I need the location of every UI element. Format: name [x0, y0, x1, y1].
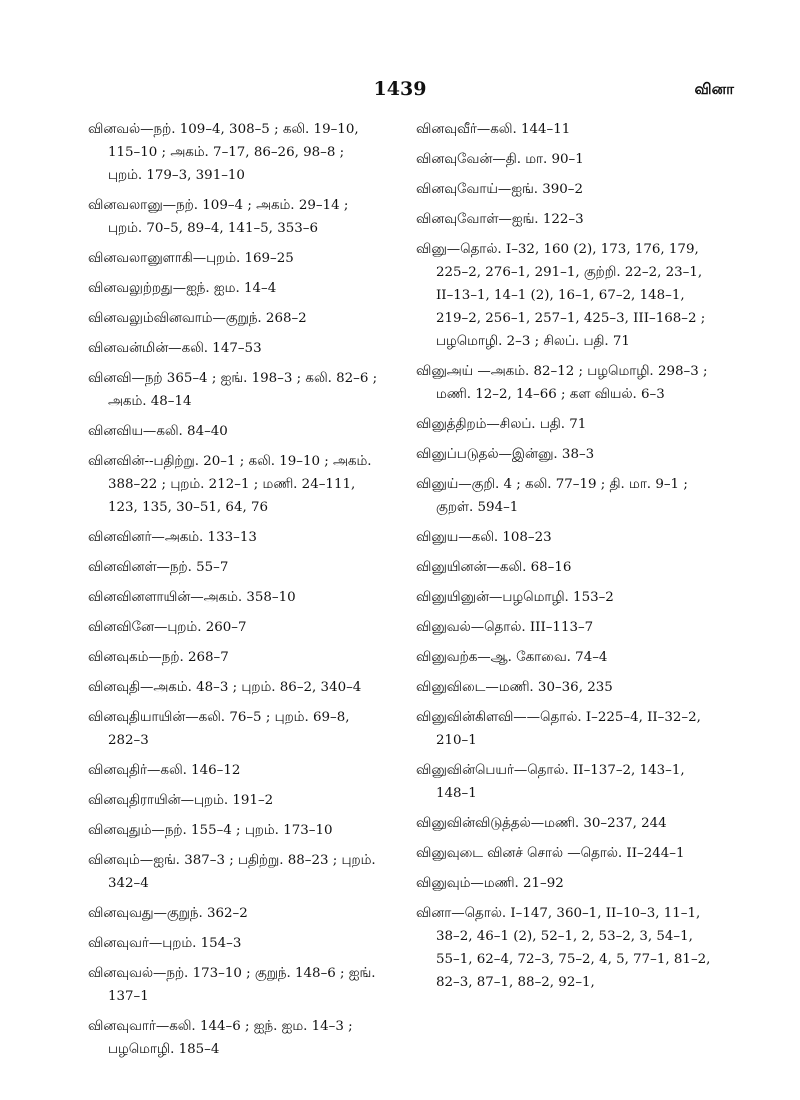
index-entry: வினுவிடை—மணி. 30–36, 235 [416, 680, 613, 695]
page-number: 1439 [373, 78, 427, 100]
index-entry: வினவல்—நற். 109–4, 308–5 ; கலி. 19–10, 115–10 ; அகம். 7–17, 86–26, 98–8 ; புறம். 179–3, 391–10 [88, 122, 359, 183]
index-entry: வினுயினன்—கலி. 68–16 [416, 560, 572, 575]
index-entry: வினவிய—கலி. 84–40 [88, 424, 228, 439]
index-entry: வினா—தொல். I–147, 360–1, II–10–3, 11–1, 38–2, 46–1 (2), 52–1, 2, 53–2, 3, 54–1, 55–1, 62–4, 72–3, 75–2, 4, 5, 77–1, 81–2, 82–3, 87–1, 88–2, 92–1, [416, 906, 711, 990]
index-entry: வினவுவது—குறுந். 362–2 [88, 906, 248, 921]
index-entry: வினுத்திறம்—சிலப். பதி. 71 [416, 417, 587, 432]
index-entry: வினவுதிர்—கலி. 146–12 [88, 763, 241, 778]
index-entry: வினவுவோள்—ஐங். 122–3 [416, 212, 584, 227]
index-entry: வினவன்மின்—கலி. 147–53 [88, 341, 262, 356]
index-entry: வினவுவேன்—தி. மா. 90–1 [416, 152, 584, 167]
index-entry: வினவி—நற் 365–4 ; ஐங். 198–3 ; கலி. 82–6 ; அகம். 48–14 [88, 371, 378, 409]
index-entry: வினுவின்விடுத்தல்—மணி. 30–237, 244 [416, 816, 667, 831]
index-entry: வினவலுற்றது—ஐந். ஐம. 14–4 [88, 281, 277, 296]
right-column [416, 118, 712, 1001]
index-entry: வினவுதிராயின்—புறம். 191–2 [88, 793, 274, 808]
index-entry: வினுவற்க—ஆ. கோவை. 74–4 [416, 650, 608, 665]
index-entry: வினவின்--பதிற்று. 20–1 ; கலி. 19–10 ; அகம். 388–22 ; புறம். 212–1 ; மணி. 24–111, 123, 135, 30–51, 64, 76 [88, 454, 372, 515]
index-entry: வினவுதியாயின்—கலி. 76–5 ; புறம். 69–8, 282–3 [88, 710, 350, 748]
index-entry: வினவுகம்—நற். 268–7 [88, 650, 229, 665]
index-entry: வினவலானுளாகி—புறம். 169–25 [88, 251, 294, 266]
index-entry: வினவுவல்—நற். 173–10 ; குறுந். 148–6 ; ஐங். 137–1 [88, 966, 376, 1004]
index-entry: வினுவின்பெயர்—தொல். II–137–2, 143–1, 148–1 [416, 763, 685, 801]
index-entry: வினவுவோய்—ஐங். 390–2 [416, 182, 583, 197]
index-entry: வினுவல்—தொல். III–113–7 [416, 620, 594, 635]
index-entry: வினவினளாயின்—அகம். 358–10 [88, 590, 296, 605]
index-entry: வினவுவீர்—கலி. 144–11 [416, 122, 571, 137]
index-entry: வினவலானு—நற். 109–4 ; அகம். 29–14 ; புறம். 70–5, 89–4, 141–5, 353–6 [88, 198, 349, 236]
index-entry: வினுவுடை வினச் சொல் —தொல். II–244–1 [416, 846, 685, 861]
index-entry: வினவலும்வினவாம்—குறுந். 268–2 [88, 311, 307, 326]
index-entry: வினுய்—குறி. 4 ; கலி. 77–19 ; தி. மா. 9–1 ; குறள். 594–1 [416, 477, 688, 515]
index-entry: வினுயினுன்—பழமொழி. 153–2 [416, 590, 614, 605]
index-entry: வினுய—கலி. 108–23 [416, 530, 552, 545]
index-entry: வினுஅய் —அகம். 82–12 ; பழமொழி. 298–3 ; மணி. 12–2, 14–66 ; கள வியல். 6–3 [416, 364, 708, 402]
index-entry: வினவும்—ஐங். 387–3 ; பதிற்று. 88–23 ; புறம். 342–4 [88, 853, 376, 891]
index-entry: வினவினள்—நற். 55–7 [88, 560, 229, 575]
index-entry: வினுவும்—மணி. 21–92 [416, 876, 564, 891]
index-entry: வினவினர்—அகம். 133–13 [88, 530, 257, 545]
index-entry: வினுப்படுதல்—இன்னு. 38–3 [416, 447, 595, 462]
running-head: வினா [694, 80, 734, 98]
index-entry: வினவுவர்—புறம். 154–3 [88, 936, 242, 951]
index-entry: வினவுவார்—கலி. 144–6 ; ஐந். ஐம. 14–3 ; பழமொழி. 185–4 [88, 1019, 353, 1057]
index-entry: வினவினே—புறம். 260–7 [88, 620, 247, 635]
index-entry: வினு—தொல். I–32, 160 (2), 173, 176, 179, 225–2, 276–1, 291–1, குற்றி. 22–2, 23–1, II–13–1, 14–1 (2), 16–1, 67–2, 148–1, 219–2, 256–1, 257–1, 425–3, III–168–2 ; பழமொழி. 2–3 ; சிலப். பதி. 71 [416, 242, 706, 349]
left-column [88, 118, 378, 1068]
index-entry: வினவுதும்—நற். 155–4 ; புறம். 173–10 [88, 823, 333, 838]
index-entry: வினவுதி—அகம். 48–3 ; புறம். 86–2, 340–4 [88, 680, 362, 695]
index-entry: வினுவின்கிளவி——தொல். I–225–4, II–32–2, 210–1 [416, 710, 701, 748]
